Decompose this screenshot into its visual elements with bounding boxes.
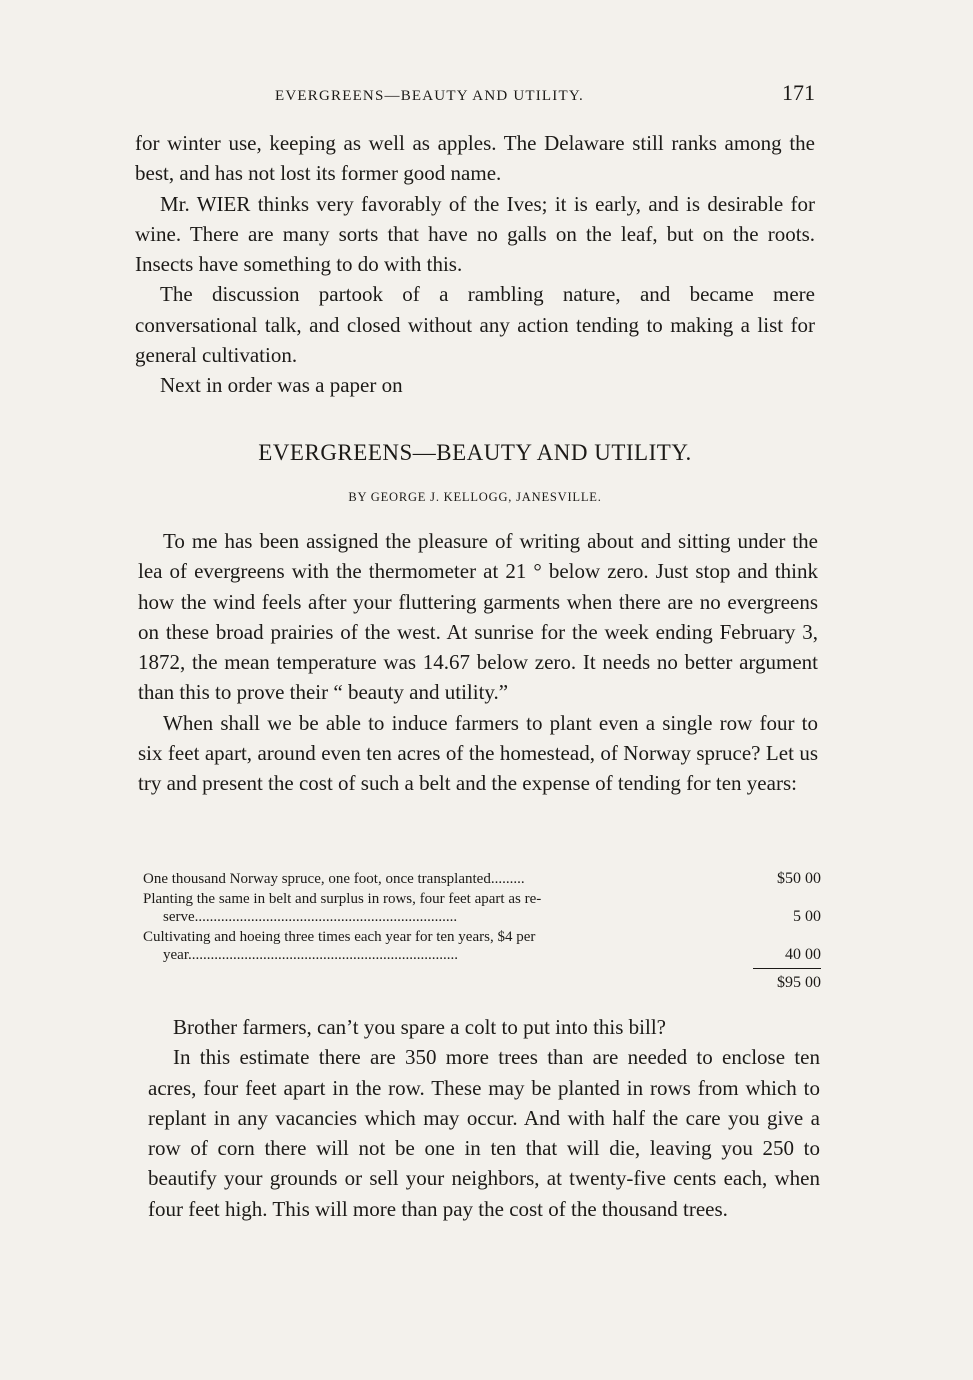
cost-amount: 5 00 — [793, 908, 821, 925]
leader-dots: ......... — [490, 871, 525, 887]
leader-dots: ...................................................................... — [194, 909, 458, 925]
cost-description: Cultivating and hoeing three times each year for ten years, $4 per — [143, 929, 536, 945]
cost-row — [143, 928, 821, 964]
cost-description-continued: year — [163, 947, 188, 963]
running-head — [135, 80, 815, 106]
sum-rule — [753, 968, 821, 969]
intro-text — [135, 128, 815, 401]
cost-table — [143, 870, 821, 992]
paragraph: The discussion partook of a rambling nature, and became mere conversational talk, and closed without any action tending to making a list for general cultivation. — [135, 282, 815, 368]
page-number: 171 — [782, 80, 815, 105]
cost-row — [143, 870, 821, 888]
cost-description: One thousand Norway spruce, one foot, once transplanted — [143, 871, 491, 887]
paragraph: In this estimate there are 350 more trees than are needed to enclose ten acres, four feet apart in the row. These may be planted in rows from which to replant in any vacancies which may occur. And with half the care you give a row of corn there will not be one in ten that will die, leaving you 250 to beautify your grounds or sell your neighbors, at twenty-five cents each, when four feet high. This will more than pay the cost of the thousand trees. — [148, 1045, 820, 1221]
article-title: EVERGREENS—BEAUTY AND UTILITY. — [258, 440, 692, 465]
paragraph: Next in order was a paper on — [160, 373, 403, 398]
byline: BY GEORGE J. KELLOGG, JANESVILLE. — [348, 490, 602, 504]
paragraph: To me has been assigned the pleasure of writing about and sitting under the lea of evergreens with the thermometer at 21 ° below zero. Just stop and think how the wind feels after your fluttering garments when there are no evergreens on these broad prairies of the west. At sunrise for the week ending February 3, 1872, the mean temperature was 14.67 below zero. It needs no better argument than this to prove their “ beauty and utility.” — [138, 529, 818, 705]
cost-amount: $50 00 — [777, 870, 821, 887]
cost-total: $95 00 — [777, 974, 821, 991]
paragraph: Brother farmers, can’t you spare a colt to put into this bill? — [173, 1015, 666, 1039]
closing-text — [148, 1012, 820, 1224]
paragraph: for winter use, keeping as well as apples. The Delaware still ranks among the best, and has not lost its former good name. — [135, 131, 815, 186]
leader-dots: ........................................................................ — [187, 947, 458, 963]
cost-amount: 40 00 — [785, 946, 821, 963]
paragraph: When shall we be able to induce farmers to plant even a single row four to six feet apart, around even ten acres of the homestead, of Norway spruce? Let us try and present the cost of such a belt and the expense of tending for ten years: — [138, 710, 818, 796]
running-title: EVERGREENS—BEAUTY AND UTILITY. — [275, 88, 584, 104]
article-text — [138, 526, 818, 799]
cost-description-continued: serve — [163, 909, 195, 925]
cost-row — [143, 890, 821, 926]
cost-description: Planting the same in belt and surplus in rows, four feet apart as re- — [143, 891, 542, 907]
paragraph: Mr. WIER thinks very favorably of the Ives; it is early, and is desirable for wine. There are many sorts that have no galls on the leaf, but on the roots. Insects have something to do with this. — [135, 191, 815, 277]
